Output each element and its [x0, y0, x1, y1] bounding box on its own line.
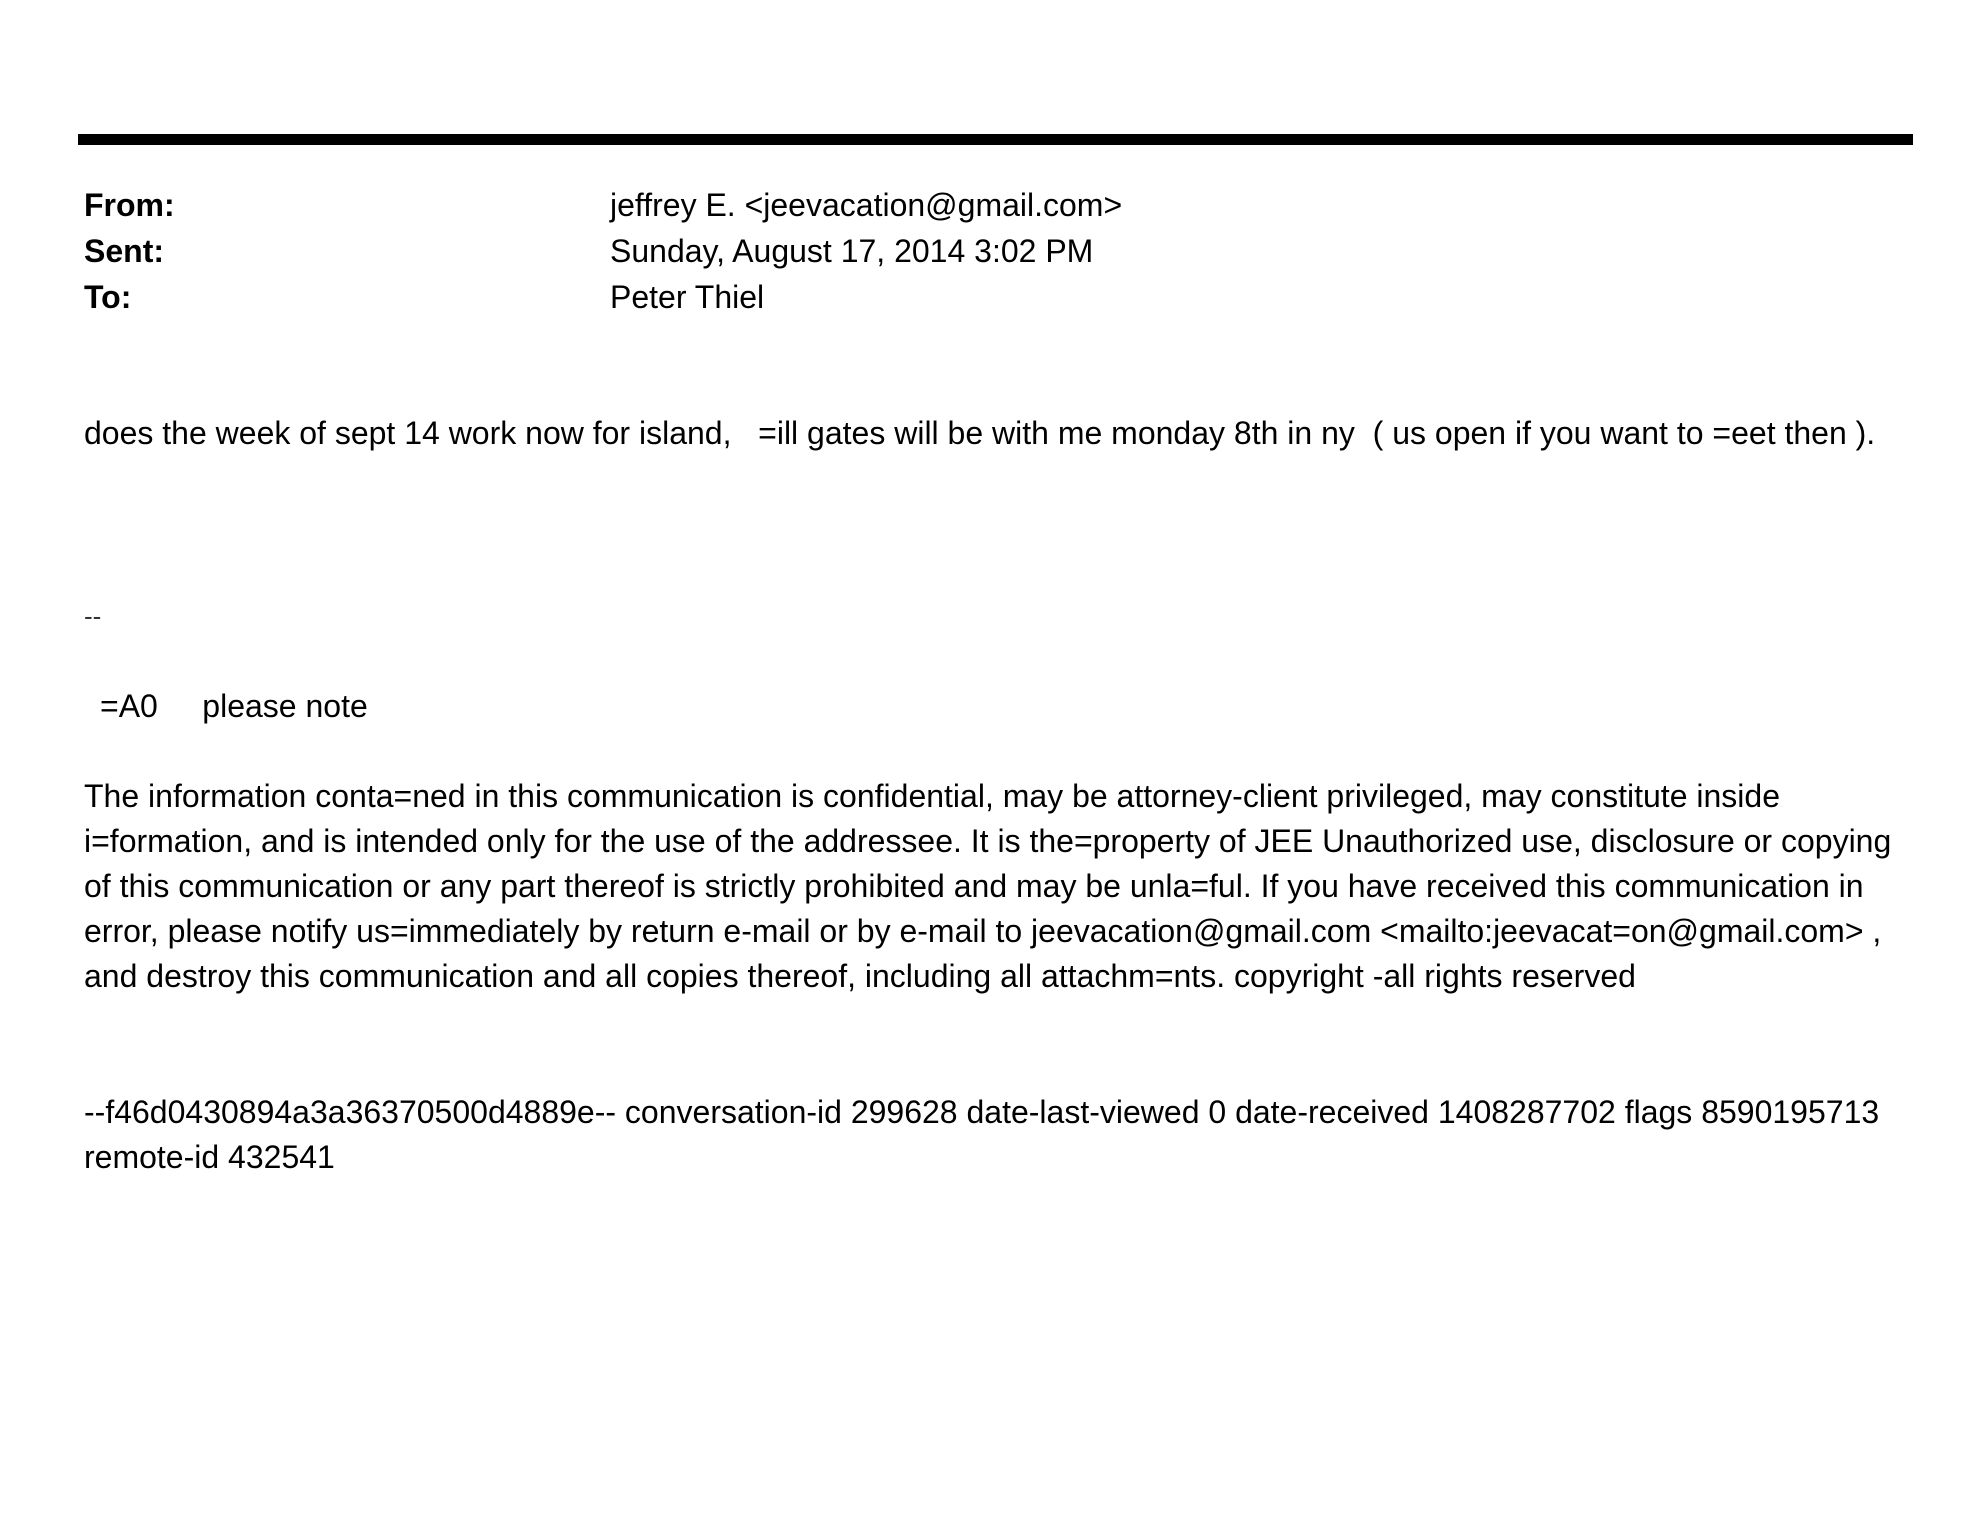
from-row — [84, 182, 1904, 228]
header-divider-rule — [78, 134, 1913, 145]
from-label: From: — [84, 187, 175, 223]
to-value: Peter Thiel — [610, 279, 765, 315]
message-body: does the week of sept 14 work now for island, =ill gates will be with me monday 8th in ny ( us open if you want to =eet then ). — [84, 415, 1876, 451]
email-header — [84, 182, 1904, 320]
please-note-line: =A0 please note — [100, 688, 368, 724]
sent-value: Sunday, August 17, 2014 3:02 PM — [610, 233, 1094, 269]
sent-row — [84, 228, 1904, 274]
signature-separator: -- — [84, 601, 102, 631]
to-row — [84, 274, 1904, 320]
confidentiality-disclaimer: The information conta=ned in this communication is confidential, may be attorney-client privileged, may constitute inside i=formation, and is intended only for the use of the addressee. It is the=property of JEE Unauthorized use, disclosure or copying of this communication or any part thereof is strictly prohibited and may be unla=ful. If you have received this communication in error, please notify us=immediately by return e-mail or by e-mail to jeevacation@gmail.com <mailto:jeevacat=on@gmail.com> , and destroy this communication and all copies thereof, including all attachm=nts. copyright -all rights reserved — [84, 778, 1901, 994]
sent-label: Sent: — [84, 233, 164, 269]
message-metadata-footer: --f46d0430894a3a36370500d4889e-- conversation-id 299628 date-last-viewed 0 date-received 1408287702 flags 8590195713 remote-id 432541 — [84, 1094, 1889, 1175]
to-label: To: — [84, 279, 132, 315]
from-value: jeffrey E. <jeevacation@gmail.com> — [610, 187, 1123, 223]
